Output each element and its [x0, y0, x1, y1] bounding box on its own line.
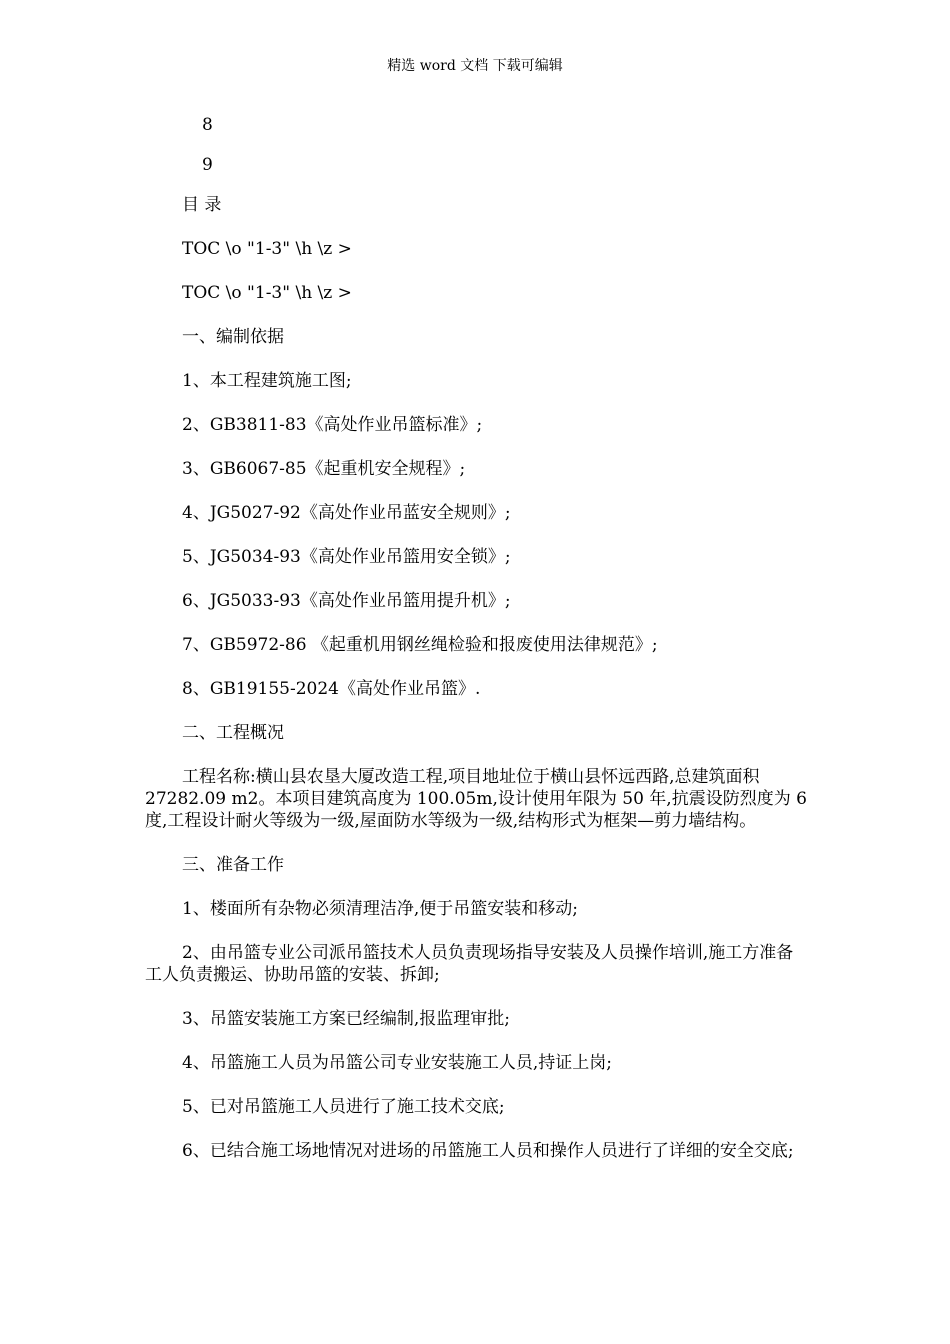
- page-header: 精选 word 文档 下载可编辑: [387, 58, 563, 74]
- list-item: 2、由吊篮专业公司派吊篮技术人员负责现场指导安装及人员操作培训,施工方准备工人负责搬运、协助吊篮的安装、拆卸;: [145, 943, 794, 985]
- list-item: 1、本工程建筑施工图;: [182, 371, 352, 391]
- section-heading: 二、工程概况: [182, 723, 284, 743]
- list-item: 5、已对吊篮施工人员进行了施工技术交底;: [182, 1097, 505, 1117]
- list-item: 3、GB6067-85《起重机安全规程》;: [182, 459, 466, 479]
- page-number-line: 9: [202, 155, 213, 175]
- list-item: 1、楼面所有杂物必须清理洁净,便于吊篮安装和移动;: [182, 899, 578, 919]
- list-item: 4、JG5027-92《高处作业吊蓝安全规则》;: [182, 503, 511, 523]
- list-item: 6、JG5033-93《高处作业吊篮用提升机》;: [182, 591, 511, 611]
- list-item: 3、吊篮安装施工方案已经编制,报监理审批;: [182, 1009, 510, 1029]
- body-paragraph: 工程名称:横山县农垦大厦改造工程,项目地址位于横山县怀远西路,总建筑面积 27282.09 m2。本项目建筑高度为 100.05m,设计使用年限为 50 年,抗震设防烈度为 6 度,工程设计耐火等级为一级,屋面防水等级为一级,结构形式为框架—剪力墙结构。: [145, 767, 807, 831]
- toc-field-code: TOC \o "1-3" \h \z >: [182, 239, 352, 259]
- section-heading: 一、编制依据: [182, 327, 284, 347]
- list-item: 8、GB19155-2024《高处作业吊篮》.: [182, 679, 481, 699]
- toc-title: 目 录: [182, 195, 222, 215]
- page-number-line: 8: [202, 115, 213, 135]
- list-item: 4、吊篮施工人员为吊篮公司专业安装施工人员,持证上岗;: [182, 1053, 612, 1073]
- toc-field-code: TOC \o "1-3" \h \z >: [182, 283, 352, 303]
- list-item: 6、已结合施工场地情况对进场的吊篮施工人员和操作人员进行了详细的安全交底;: [182, 1141, 794, 1161]
- list-item: 2、GB3811-83《高处作业吊篮标准》;: [182, 415, 483, 435]
- document-body: [145, 114, 807, 1184]
- section-heading: 三、准备工作: [182, 855, 284, 875]
- list-item: 5、JG5034-93《高处作业吊篮用安全锁》;: [182, 547, 511, 567]
- list-item: 7、GB5972-86 《起重机用钢丝绳检验和报废使用法律规范》;: [182, 635, 658, 655]
